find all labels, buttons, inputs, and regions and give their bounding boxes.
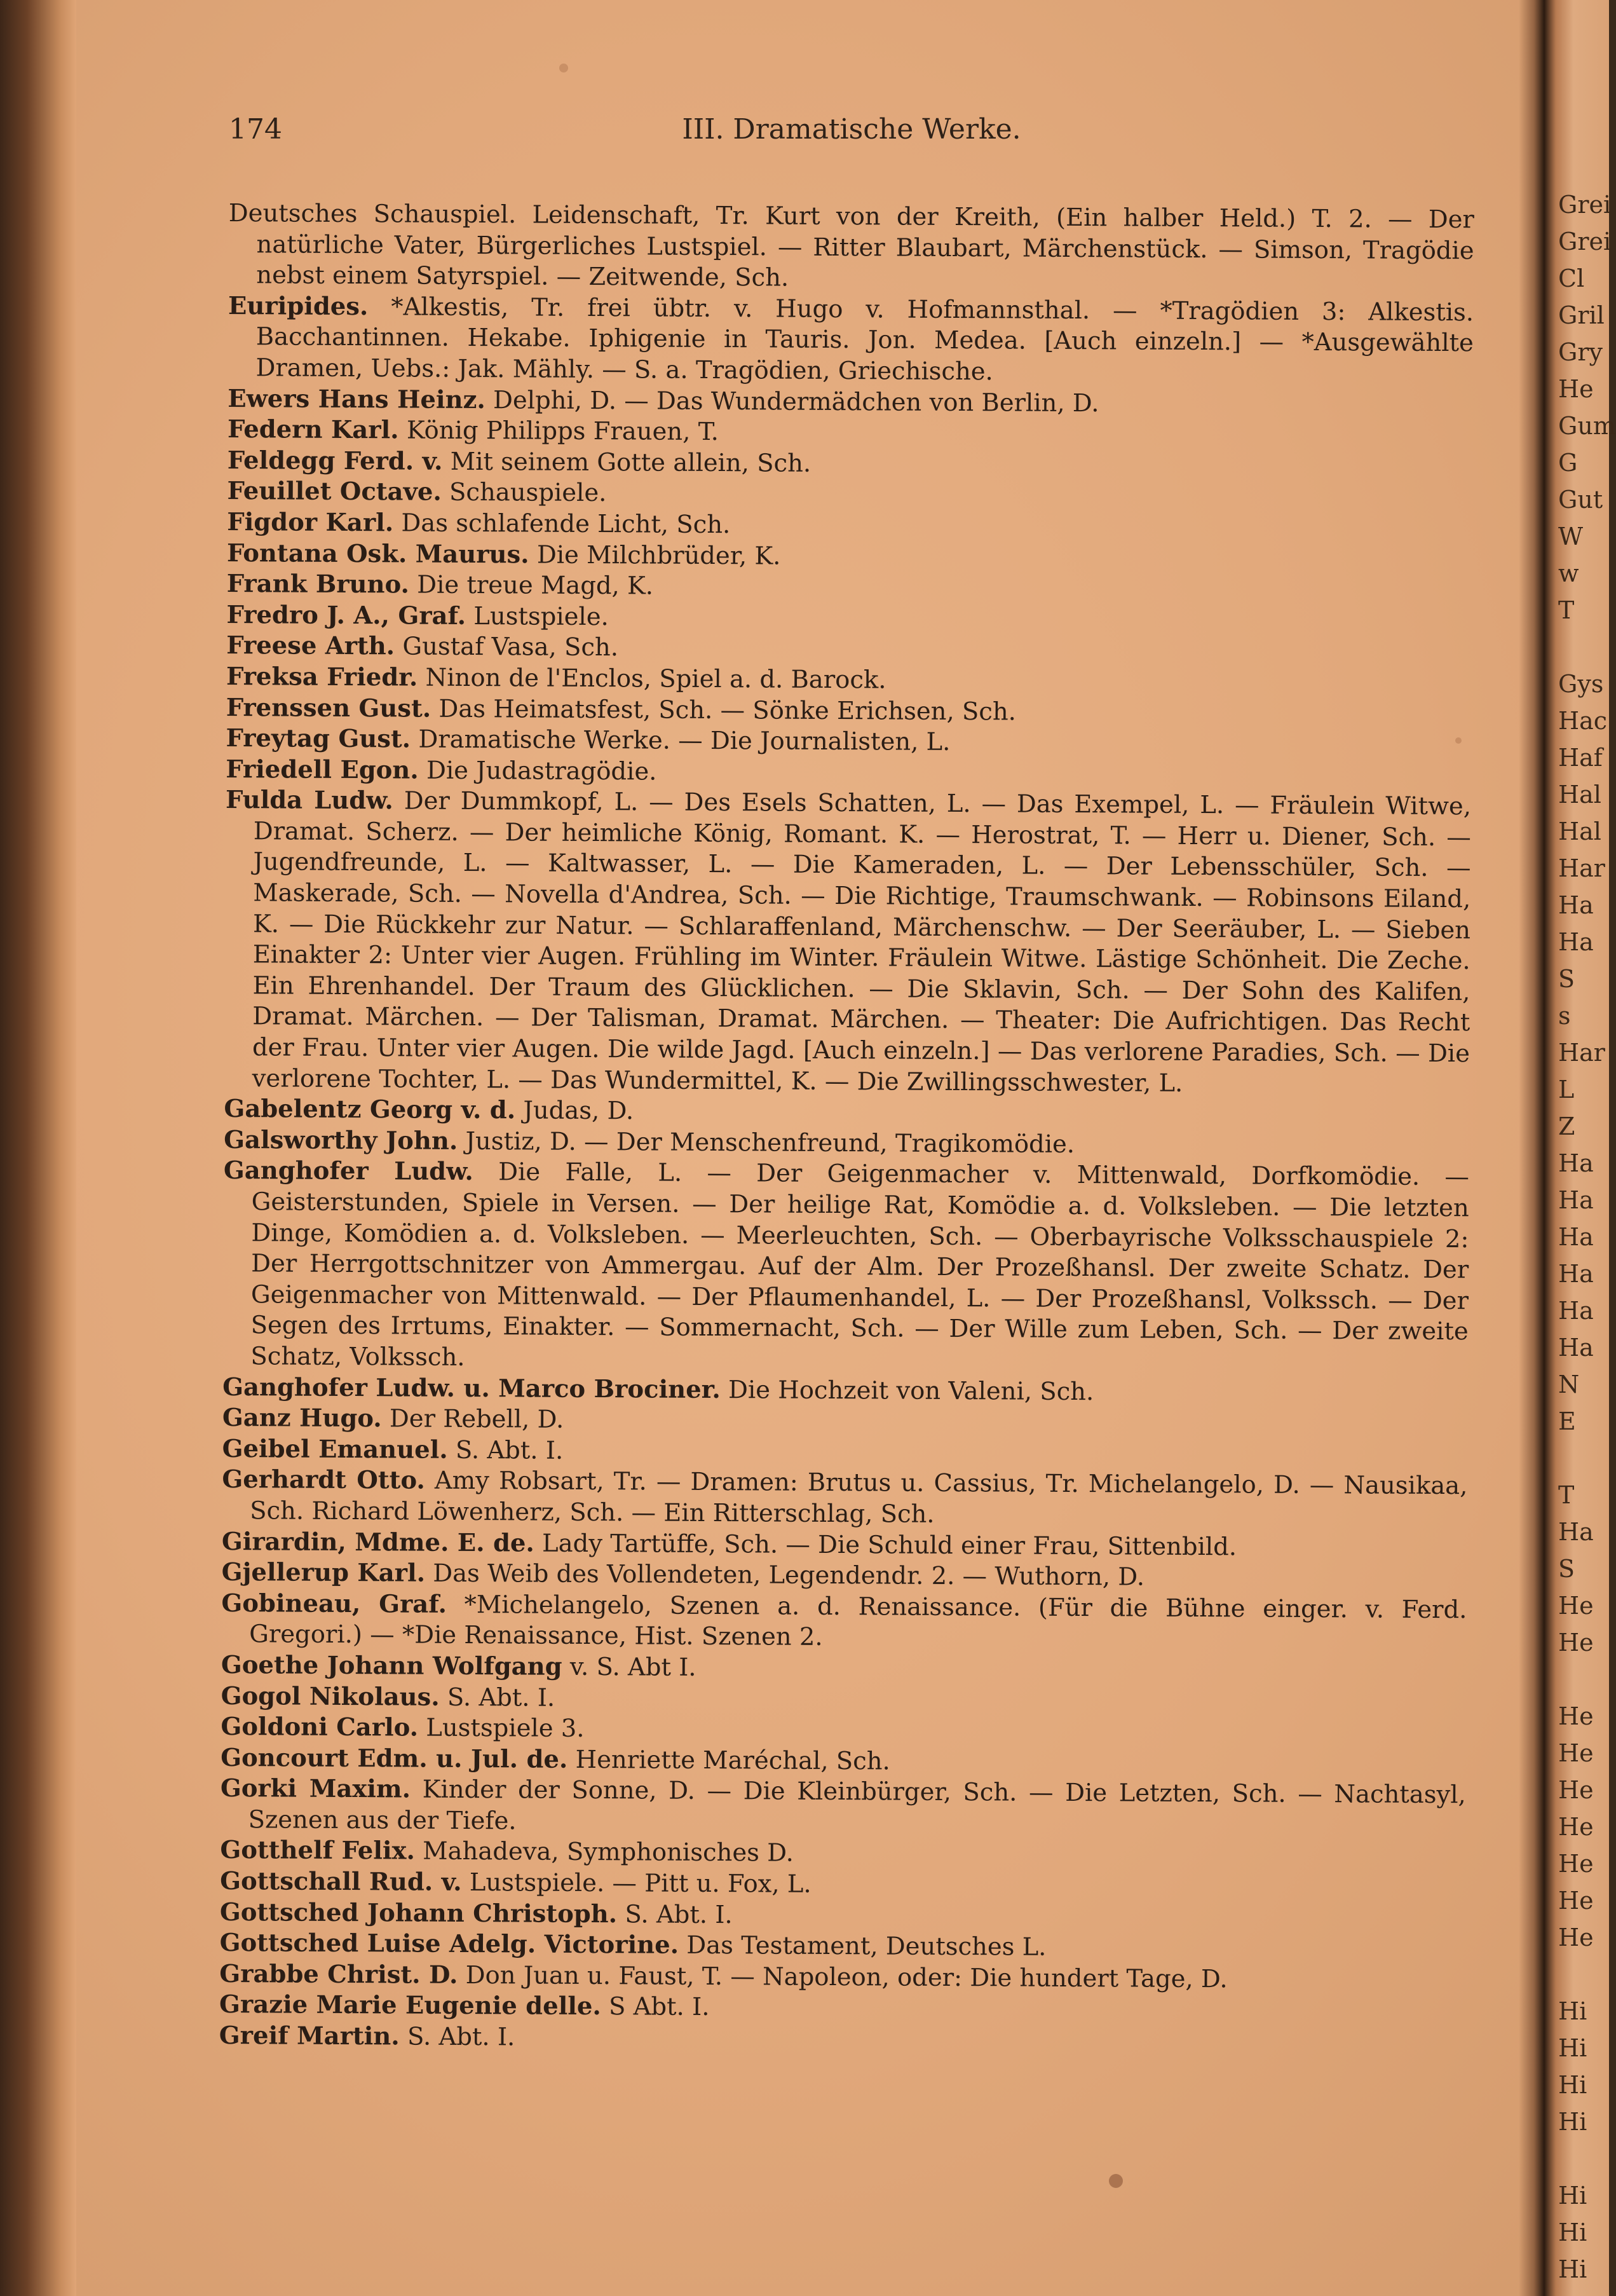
bibliography-entry xyxy=(228,198,1474,297)
bibliography-entry xyxy=(227,291,1474,390)
entry-works: Dramatische Werke. — Die Journalisten, L. xyxy=(418,725,951,757)
facing-page-fragment: Ha xyxy=(1558,1297,1594,1325)
facing-page-fragment: Ha xyxy=(1558,891,1594,919)
entry-works: *Alkestis, Tr. frei übtr. v. Hugo v. Hofmannsthal. — *Tragödien 3: Alkestis. Bacchantinnen. Hekabe. Iphigenie in Tauris. Jon. Medea. [Auch einzeln.] — *Ausgewählte Dramen, Uebs.: Jak. Mähly. — S. a. Tragödien, Griechische. xyxy=(255,292,1474,386)
facing-page-fragment: Ha xyxy=(1558,1149,1594,1177)
facing-page-fragment: Hi xyxy=(1558,2108,1587,2136)
entry-works: Mahadeva, Symphonisches D. xyxy=(423,1837,794,1868)
bibliography-entry xyxy=(222,1465,1467,1533)
facing-page-fragment: w xyxy=(1558,559,1579,587)
entry-author: Goldoni Carlo. xyxy=(221,1712,419,1742)
facing-page-fragment: s xyxy=(1558,1002,1571,1030)
entry-author: Ganz Hugo. xyxy=(222,1404,382,1433)
entry-works: Lustspiele 3. xyxy=(426,1713,585,1744)
entry-works: Die treue Magd, K. xyxy=(417,570,654,601)
entry-works: Gustaf Vasa, Sch. xyxy=(402,632,619,662)
book-edge xyxy=(0,0,76,2296)
entry-author: Figdor Karl. xyxy=(227,507,394,538)
entry-author: Fontana Osk. Maurus. xyxy=(226,538,529,570)
entry-author: Grazie Marie Eugenie delle. xyxy=(219,1990,601,2021)
entry-author: Gobineau, Graf. xyxy=(221,1589,447,1619)
facing-page-fragment: W xyxy=(1558,523,1584,550)
entry-author: Galsworthy John. xyxy=(224,1125,458,1156)
entry-author: Grabbe Christ. D. xyxy=(219,1959,458,1990)
entry-author: Freytag Gust. xyxy=(226,724,411,754)
entry-works: Deutsches Schauspiel. Leidenschaft, Tr. Kurt von der Kreith, (Ein halber Held.) T. 2. — Der natürliche Vater, Bürgerliches Lustspiel. — Ritter Blaubart, Märchenstück. — Simson, Tragödie nebst einem Satyrspiel. — Zeitwende, Sch. xyxy=(228,199,1474,292)
facing-page-fragment: T xyxy=(1558,1481,1575,1509)
book-gutter xyxy=(1519,0,1544,2296)
entry-author: Goncourt Edm. u. Jul. de. xyxy=(221,1743,568,1774)
entry-works: *Michelangelo, Szenen a. d. Renaissance. (Für die Bühne einger. v. Ferd. Gregori.) — *Die Renaissance, Hist. Szenen 2. xyxy=(249,1590,1467,1652)
entry-author: Gottsched Johann Christoph. xyxy=(219,1897,618,1929)
facing-page-fragment: He xyxy=(1558,375,1594,403)
entry-author: Gorki Maxim. xyxy=(220,1774,411,1804)
entry-works: Lustspiele. — Pitt u. Fox, L. xyxy=(469,1868,811,1899)
entry-works: Die Milchbrüder, K. xyxy=(536,540,781,571)
entry-works: Der Dummkopf, L. — Des Esels Schatten, L. — Das Exempel, L. — Fräulein Witwe, Dramat. Scherz. — Der heimliche König, Romant. K. — Herostrat, T. — Herr u. Diener, Sch. — Jugendfreunde, L. — Kaltwasser, L. — Die Kameraden, L. — Der Lebensschüler, Sch. — Maskerade, Sch. — Novella d'Andrea, Sch. — Die Richtige, Traumschwank. — Robinsons Eiland, K. — Die Rückkehr zur Natur. — Schlaraffenland, Märchenschw. — Der Seeräuber, L. — Sieben Einakter 2: Unter vier Augen. Frühling im Winter. Fräulein Witwe. Lästige Schönheit. Die Zeche. Ein Ehrenhandel. Der Traum des Glücklichen. — Die Sklavin, Sch. — Der Sohn des Kalifen, Dramat. Märchen. — Der Talisman, Dramat. Märchen. — Theater: Die Aufrichtigen. Das Recht der Frau. Unter vier Augen. Die wilde Jagd. [Auch einzeln.] — Das verlorene Paradies, Sch. — Die verlorene Tochter, L. — Das Wundermittel, K. — Die Zwillingsschwester, L. xyxy=(252,786,1472,1098)
facing-page-fragment: He xyxy=(1558,1592,1594,1620)
entry-author: Geibel Emanuel. xyxy=(222,1434,448,1465)
facing-page-fragment: Ha xyxy=(1558,1334,1594,1362)
entry-works: Die Hochzeit von Valeni, Sch. xyxy=(728,1375,1094,1406)
facing-page-fragment: Har xyxy=(1558,854,1605,882)
entry-author: Gottschall Rud. v. xyxy=(220,1867,462,1897)
entry-author: Gabelentz Georg v. d. xyxy=(224,1095,516,1125)
facing-page-fragment: Grei xyxy=(1558,228,1612,256)
entry-author: Girardin, Mdme. E. de. xyxy=(221,1527,534,1558)
facing-page-fragment: Gut xyxy=(1558,486,1603,514)
facing-page-fragment: Hi xyxy=(1558,2182,1587,2210)
entry-author: Ganghofer Ludw. u. Marco Brociner. xyxy=(222,1372,721,1404)
facing-page-fragment: Hac xyxy=(1558,707,1608,735)
running-title: III. Dramatische Werke. xyxy=(682,113,1021,146)
entry-author: Ewers Hans Heinz. xyxy=(227,384,485,414)
facing-page xyxy=(1544,0,1616,2296)
entry-works: Die Judastragödie. xyxy=(426,756,657,786)
entry-author: Feuillet Octave. xyxy=(227,477,442,507)
facing-page-fragment: Gys xyxy=(1558,670,1604,698)
facing-page-fragment: Hi xyxy=(1558,1997,1587,2025)
bibliography-entry xyxy=(222,1156,1469,1378)
facing-page-fragment: He xyxy=(1558,1739,1594,1767)
facing-page-fragment: Hi xyxy=(1558,2071,1587,2099)
entry-author: Feldegg Ferd. v. xyxy=(227,446,443,476)
entry-author: Fulda Ludw. xyxy=(225,786,394,816)
facing-page-fragment: Hal xyxy=(1558,781,1601,809)
entry-works: S. Abt. I. xyxy=(455,1435,564,1465)
facing-page-fragment: He xyxy=(1558,1702,1594,1730)
facing-page-fragment: Ha xyxy=(1558,1223,1594,1251)
facing-page-fragment: He xyxy=(1558,1629,1594,1657)
entry-author: Gottsched Luise Adelg. Victorine. xyxy=(219,1929,679,1960)
page-number: 174 xyxy=(229,113,282,146)
entry-works: S. Abt. I. xyxy=(407,2022,515,2052)
entry-author: Freksa Friedr. xyxy=(226,662,418,692)
facing-page-fragment: Ha xyxy=(1558,1260,1594,1288)
entry-works: Ninon de l'Enclos, Spiel a. d. Barock. xyxy=(425,663,886,695)
facing-page-fragment: T xyxy=(1558,596,1575,624)
entry-works: Justiz, D. — Der Menschenfreund, Tragikomödie. xyxy=(465,1126,1075,1159)
facing-page-fragment: N xyxy=(1558,1370,1580,1398)
facing-page-fragment: Hal xyxy=(1558,817,1601,845)
facing-page-fragment: Ha xyxy=(1558,1518,1594,1546)
entry-works: Schauspiele. xyxy=(449,478,607,508)
bibliography-entry xyxy=(221,1773,1466,1842)
facing-page-fragment: E xyxy=(1558,1407,1576,1435)
entry-author: Euripides. xyxy=(227,291,369,321)
entry-author: Federn Karl. xyxy=(227,415,399,445)
entry-works: Amy Robsart, Tr. — Dramen: Brutus u. Cassius, Tr. Michelangelo, D. — Nausikaa, Sch. Richard Löwenherz, Sch. — Ein Ritterschlag, Sch. xyxy=(250,1466,1468,1529)
facing-page-fragment: He xyxy=(1558,1924,1594,1951)
facing-page-fragment: S xyxy=(1558,1555,1575,1583)
facing-page-fragment: He xyxy=(1558,1887,1594,1915)
entry-author: Gotthelf Felix. xyxy=(220,1836,416,1866)
entry-works: S. Abt. I. xyxy=(625,1899,733,1929)
entry-author: Gogol Nikolaus. xyxy=(221,1681,440,1712)
entry-works: Lady Tartüffe, Sch. — Die Schuld einer Frau, Sittenbild. xyxy=(541,1529,1237,1561)
page-header xyxy=(229,113,1474,151)
entry-works: Der Rebell, D. xyxy=(389,1404,564,1434)
paper-stain xyxy=(559,64,568,72)
entry-author: Fredro J. A., Graf. xyxy=(226,600,466,631)
facing-page-fragment: Cl xyxy=(1558,264,1585,292)
facing-page-fragment: Ha xyxy=(1558,1186,1594,1214)
facing-page-fragment: Haf xyxy=(1558,744,1603,772)
entry-author: Greif Martin. xyxy=(219,2021,400,2051)
paper-stain xyxy=(1109,2174,1123,2188)
facing-page-fragment: Hi xyxy=(1558,2255,1587,2283)
entry-works: König Philipps Frauen, T. xyxy=(406,416,719,447)
facing-page-fragment: G xyxy=(1558,449,1578,477)
bibliography-entry xyxy=(219,2021,1465,2058)
entry-works: Die Falle, L. — Der Geigenmacher v. Mittenwald, Dorfkomödie. — Geisterstunden, Spiele in Versen. — Der heilige Rat, Komödie a. d. Volksleben. — Die letzten Dinge, Komödien a. d. Volksleben. — Meerleuchten, Sch. — Oberbayrische Volksschauspiele 2: Der Herrgottschnitzer von Ammergau. Auf der Alm. Der Prozeßhansl. Der zweite Schatz. Der Geigenmacher von Mittenwald. — Der Pflaumenhandel, L. — Der Prozeßhansl, Volkssch. — Der Segen des Irrtums, Einakter. — Sommernacht, Sch. — Der Wille zum Leben, Sch. — Der zweite Schatz, Volkssch. xyxy=(250,1158,1470,1372)
entry-works: S Abt. I. xyxy=(608,1992,710,2022)
entry-works: Judas, D. xyxy=(523,1096,634,1126)
entry-works: Lustspiele. xyxy=(473,601,609,631)
bibliography-entry xyxy=(221,1589,1467,1657)
entry-works: v. S. Abt I. xyxy=(569,1652,696,1682)
facing-page-fragment: Gum xyxy=(1558,412,1616,440)
facing-page-fragment: Gril xyxy=(1558,301,1605,329)
facing-page-fragment: He xyxy=(1558,1850,1594,1878)
entry-works: Mit seinem Gotte allein, Sch. xyxy=(450,447,811,478)
facing-page-fragment: S xyxy=(1558,965,1575,993)
entry-works: Don Juan u. Faust, T. — Napoleon, oder: Die hundert Tage, D. xyxy=(465,1960,1228,1994)
facing-page-fragment: Z xyxy=(1558,1112,1575,1140)
entry-author: Goethe Johann Wolfgang xyxy=(221,1650,562,1681)
facing-page-fragment: Hi xyxy=(1558,2218,1587,2246)
facing-page-fragment: Har xyxy=(1558,1039,1605,1067)
entry-author: Gjellerup Karl. xyxy=(221,1558,426,1588)
entry-author: Frank Bruno. xyxy=(226,570,410,599)
entry-works: Das Heimatsfest, Sch. — Sönke Erichsen, Sch. xyxy=(438,694,1017,726)
bibliography-entries xyxy=(219,198,1474,2058)
entry-works: Das Testament, Deutsches L. xyxy=(686,1931,1047,1962)
bibliography-entry xyxy=(224,785,1472,1100)
entry-author: Freese Arth. xyxy=(226,631,395,661)
entry-author: Ganghofer Ludw. xyxy=(223,1156,473,1187)
entry-works: Das schlafende Licht, Sch. xyxy=(401,509,731,540)
entry-works: Kinder der Sonne, D. — Die Kleinbürger, Sch. — Die Letzten, Sch. — Nachtasyl, Szenen aus der Tiefe. xyxy=(248,1775,1466,1836)
entry-works: S. Abt. I. xyxy=(447,1683,555,1712)
facing-page-fragment: Ha xyxy=(1558,928,1594,956)
facing-page-fragment: Gry xyxy=(1558,338,1603,366)
entry-works: Das Weib des Vollendeten, Legendendr. 2. — Wuthorn, D. xyxy=(433,1559,1145,1592)
facing-page-fragment: He xyxy=(1558,1813,1594,1841)
facing-page-fragment: Hi xyxy=(1558,2034,1587,2062)
facing-page-fragment: He xyxy=(1558,1776,1594,1804)
entry-author: Gerhardt Otto. xyxy=(222,1465,425,1495)
entry-author: Friedell Egon. xyxy=(226,755,419,785)
facing-page-fragment: Grei xyxy=(1558,191,1612,219)
entry-works: Henriette Maréchal, Sch. xyxy=(575,1745,890,1776)
entry-works: Delphi, D. — Das Wundermädchen von Berlin, D. xyxy=(492,385,1099,418)
facing-page-fragment: L xyxy=(1558,1076,1575,1104)
entry-author: Frenssen Gust. xyxy=(226,693,431,723)
